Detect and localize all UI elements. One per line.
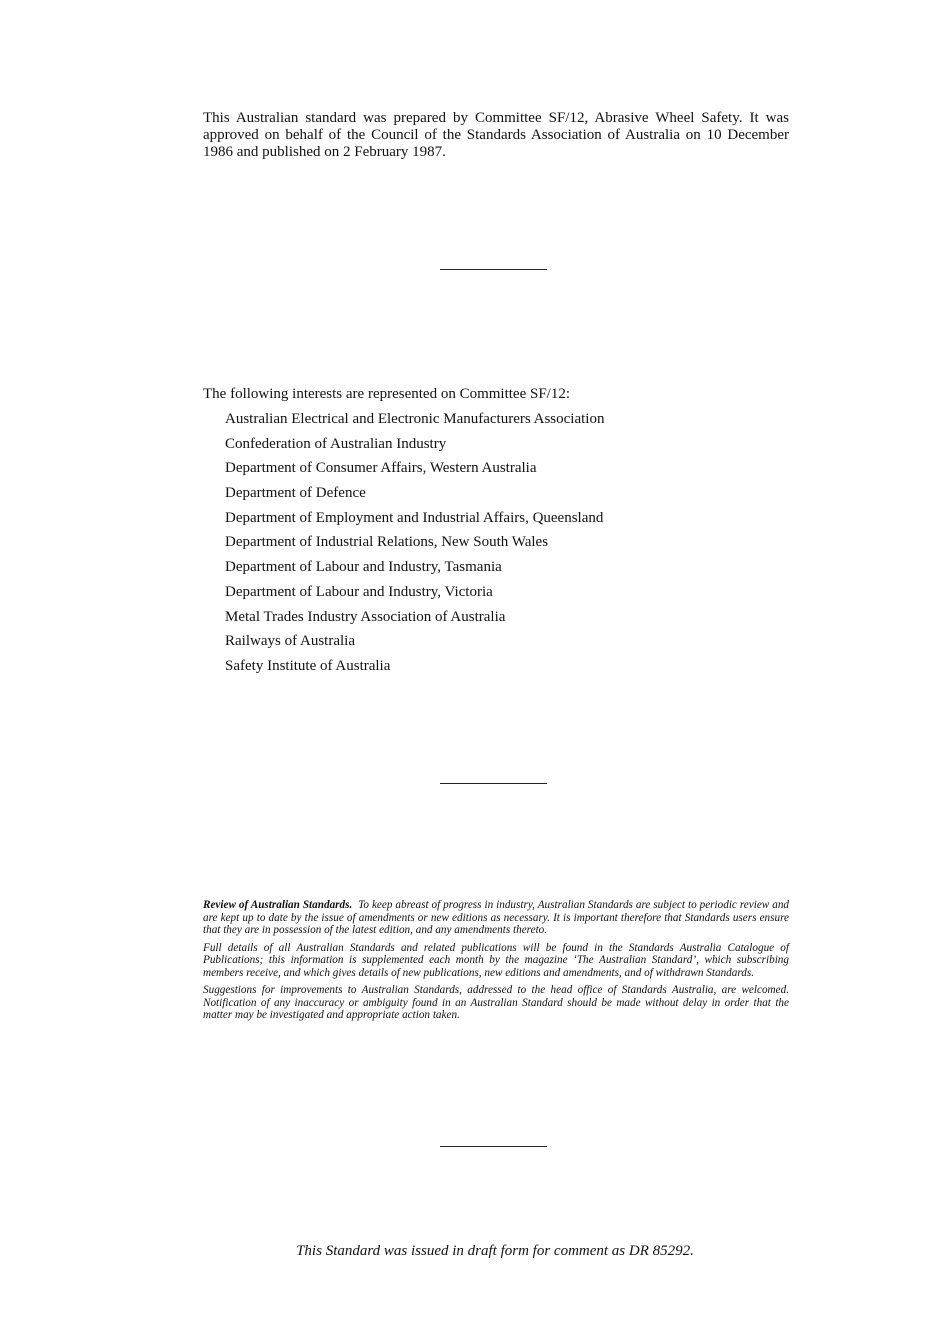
list-item: Safety Institute of Australia bbox=[225, 657, 391, 674]
list-item: Confederation of Australian Industry bbox=[225, 435, 447, 452]
review-paragraph: Full details of all Australian Standards and related publications will be found in the Standards Australia Catalogue of Publications; this information is supplemented each month by the magazine ‘The Australian Standard’, which subscribing members receive, and which gives details of new publications, new editions and amendments, and of withdrawn Standards. bbox=[203, 941, 789, 979]
list-item: Department of Consumer Affairs, Western Australia bbox=[225, 460, 537, 477]
interests-list bbox=[225, 410, 604, 682]
section-divider bbox=[440, 1146, 547, 1147]
review-text: To keep abreast of progress in industry, Australian Standards are subject to periodic review and are kept up to date by the issue of amendments or new editions as necessary. It is important therefore that Standards users ensure that they are in possession of the latest edition, and any amendments thereto. bbox=[203, 899, 790, 936]
list-item: Department of Employment and Industrial Affairs, Queensland bbox=[225, 509, 604, 526]
list-item: Railways of Australia bbox=[225, 633, 355, 650]
list-item: Metal Trades Industry Association of Australia bbox=[225, 608, 506, 625]
review-paragraph: Suggestions for improvements to Australian Standards, addressed to the head office of Standards Australia, are welcomed. Notification of any inaccuracy or ambiguity found in an Australian Standard should be made without delay in order that the matter may be investigated and appropriate action taken. bbox=[203, 984, 789, 1021]
list-item: Australian Electrical and Electronic Manufacturers Association bbox=[225, 411, 605, 427]
list-item: Department of Industrial Relations, New South Wales bbox=[225, 534, 549, 551]
interests-heading: The following interests are represented on Committee SF/12: bbox=[203, 386, 571, 402]
preparation-statement: This Australian standard was prepared by Committee SF/12, Abrasive Wheel Safety. It was approved on behalf of the Council of the Standards Association of Australia on 10 December 1986 and published on 2 February 1987. bbox=[203, 110, 789, 160]
section-divider bbox=[440, 269, 547, 270]
section-divider bbox=[440, 783, 547, 784]
list-item: Department of Labour and Industry, Victoria bbox=[225, 583, 493, 600]
list-item: Department of Defence bbox=[225, 485, 366, 502]
review-lead: Review of Australian Standards. bbox=[203, 899, 353, 911]
draft-note: This Standard was issued in draft form for comment as DR 85292. bbox=[296, 1243, 694, 1259]
review-notice bbox=[203, 899, 789, 1027]
list-item: Department of Labour and Industry, Tasmania bbox=[225, 559, 502, 576]
review-paragraph bbox=[203, 899, 789, 937]
